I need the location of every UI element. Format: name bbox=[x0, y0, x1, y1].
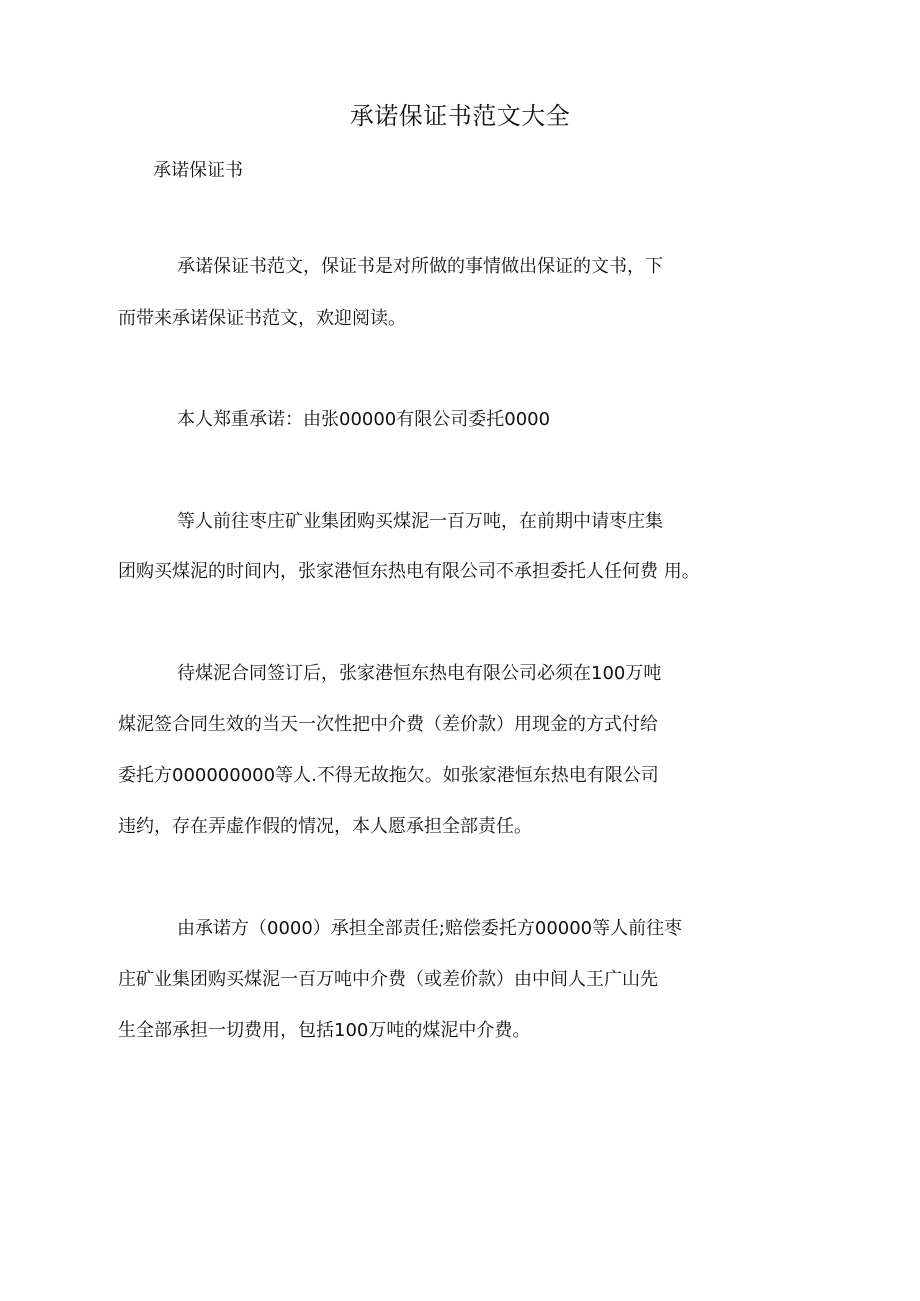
paragraph-3-line-1: 等人前往枣庄矿业集团购买煤泥一百万吨，在前期中请枣庄集 bbox=[177, 511, 663, 532]
paragraph-5-line-3: 生全部承担一切费用，包括100万吨的煤泥中介费。 bbox=[118, 1020, 531, 1041]
paragraph-4-line-3: 委托方000000000等人.不得无故拖欠。如张家港恒东热电有限公司 bbox=[118, 765, 659, 786]
paragraph-5-line-1: 由承诺方（0000）承担全部责任;赔偿委托方00000等人前往枣 bbox=[177, 918, 683, 939]
paragraph-4-line-4: 违约，存在弄虚作假的情况，本人愿承担全部责任。 bbox=[118, 816, 532, 837]
paragraph-2-line-1: 本人郑重承诺：由张00000有限公司委托0000 bbox=[177, 409, 551, 430]
document-subtitle: 承诺保证书 bbox=[153, 160, 243, 181]
document-title: 承诺保证书范文大全 bbox=[349, 102, 571, 130]
paragraph-1-line-2: 而带来承诺保证书范文，欢迎阅读。 bbox=[118, 308, 406, 329]
paragraph-3-line-2: 团购买煤泥的时间内，张家港恒东热电有限公司不承担委托人任何费 用。 bbox=[118, 561, 700, 582]
paragraph-1-line-1: 承诺保证书范文，保证书是对所做的事情做出保证的文书，下 bbox=[177, 256, 663, 277]
paragraph-4-line-1: 待煤泥合同签订后，张家港恒东热电有限公司必须在100万吨 bbox=[177, 663, 662, 684]
paragraph-4-line-2: 煤泥签合同生效的当天一次性把中介费（差价款）用现金的方式付给 bbox=[118, 714, 658, 735]
paragraph-5-line-2: 庄矿业集团购买煤泥一百万吨中介费（或差价款）由中间人王广山先 bbox=[118, 969, 658, 990]
